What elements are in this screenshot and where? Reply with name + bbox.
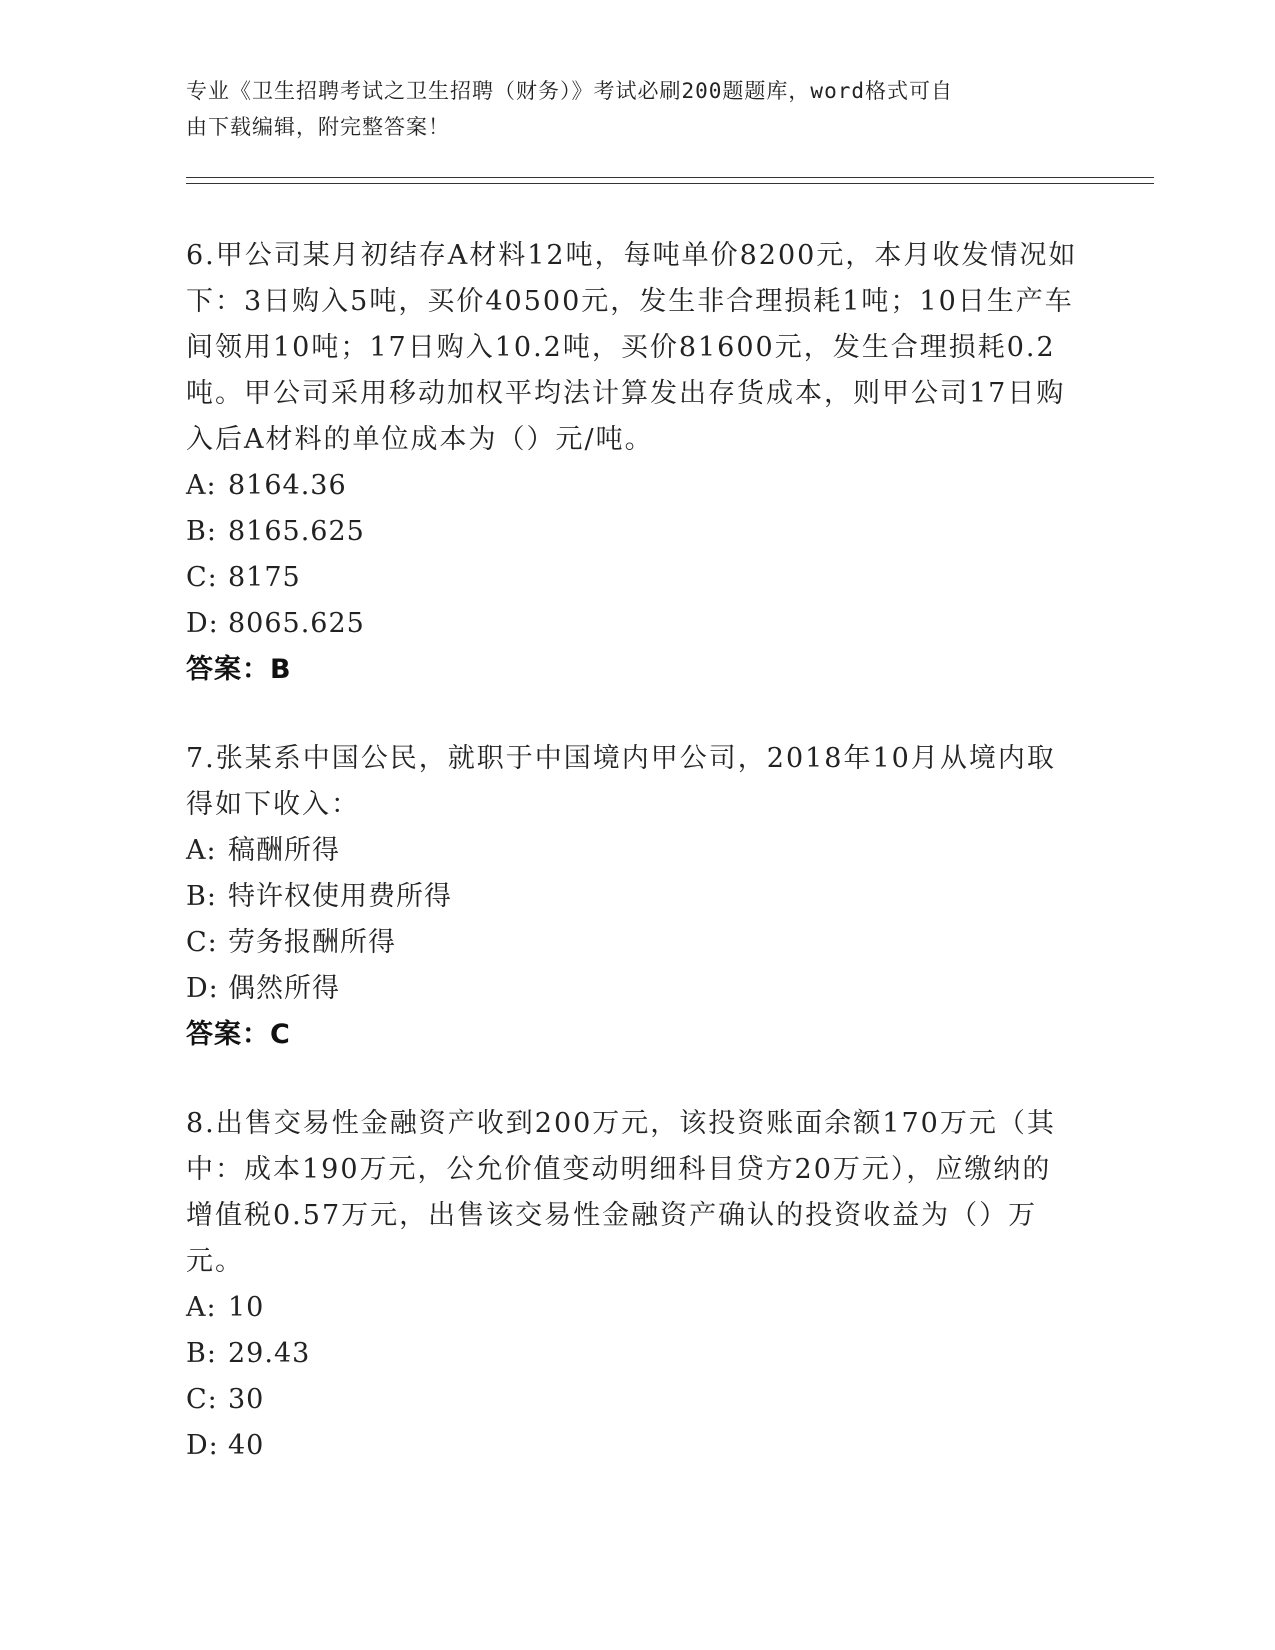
option-text: 特许权使用费所得 bbox=[228, 881, 452, 912]
question-text: 7.张某系中国公民，就职于中国境内甲公司，2018年10月从境内取得如下收入： bbox=[186, 743, 1056, 820]
question-7 bbox=[186, 736, 1086, 1058]
header-divider-top bbox=[186, 177, 1154, 178]
header-line-2: 由下载编辑，附完整答案！ bbox=[186, 115, 450, 139]
option-text: 8175 bbox=[228, 562, 301, 593]
option-label: A: bbox=[186, 835, 217, 866]
option-c bbox=[186, 1377, 1086, 1423]
option-label: A: bbox=[186, 1292, 217, 1323]
option-label: C: bbox=[186, 562, 218, 593]
answer: 答案：C bbox=[186, 1019, 291, 1050]
header-line-1: 专业《卫生招聘考试之卫生招聘（财务）》考试必刷200题题库，word格式可自 bbox=[186, 79, 953, 103]
option-text: 偶然所得 bbox=[228, 973, 340, 1004]
option-label: D: bbox=[186, 608, 219, 639]
question-list bbox=[186, 233, 1086, 1512]
option-label: B: bbox=[186, 1338, 217, 1369]
option-text: 8065.625 bbox=[228, 608, 365, 639]
option-text: 8164.36 bbox=[228, 470, 347, 501]
option-label: D: bbox=[186, 973, 219, 1004]
option-label: B: bbox=[186, 881, 217, 912]
option-a bbox=[186, 828, 1086, 874]
option-text: 10 bbox=[228, 1292, 265, 1323]
option-text: 劳务报酬所得 bbox=[228, 927, 396, 958]
header-divider-bottom bbox=[186, 183, 1154, 184]
option-text: 稿酬所得 bbox=[228, 835, 340, 866]
option-a bbox=[186, 463, 1086, 509]
question-8 bbox=[186, 1101, 1086, 1469]
option-b bbox=[186, 509, 1086, 555]
option-label: D: bbox=[186, 1430, 219, 1461]
document-header bbox=[186, 73, 1066, 145]
option-label: C: bbox=[186, 1384, 218, 1415]
option-b bbox=[186, 1331, 1086, 1377]
option-b bbox=[186, 874, 1086, 920]
answer: 答案：B bbox=[186, 654, 292, 685]
option-text: 29.43 bbox=[228, 1338, 311, 1369]
question-text: 6.甲公司某月初结存A材料12吨，每吨单价8200元，本月收发情况如下：3日购入5吨，买价40500元，发生非合理损耗1吨；10日生产车间领用10吨；17日购入10.2吨，买价81600元，发生合理损耗0.2吨。甲公司采用移动加权平均法计算发出存货成本，则甲公司17日购入后A材料的单位成本为（）元/吨。 bbox=[186, 240, 1078, 455]
question-text: 8.出售交易性金融资产收到200万元，该投资账面余额170万元（其中：成本190万元，公允价值变动明细科目贷方20万元），应缴纳的增值税0.57万元，出售该交易性金融资产确认的投资收益为（）万元。 bbox=[186, 1108, 1056, 1277]
option-a bbox=[186, 1285, 1086, 1331]
option-d bbox=[186, 966, 1086, 1012]
question-6 bbox=[186, 233, 1086, 693]
option-text: 8165.625 bbox=[228, 516, 365, 547]
option-c bbox=[186, 555, 1086, 601]
option-text: 40 bbox=[228, 1430, 265, 1461]
option-d bbox=[186, 1423, 1086, 1469]
option-text: 30 bbox=[228, 1384, 265, 1415]
option-label: A: bbox=[186, 470, 217, 501]
option-d bbox=[186, 601, 1086, 647]
option-label: C: bbox=[186, 927, 218, 958]
option-c bbox=[186, 920, 1086, 966]
option-label: B: bbox=[186, 516, 217, 547]
